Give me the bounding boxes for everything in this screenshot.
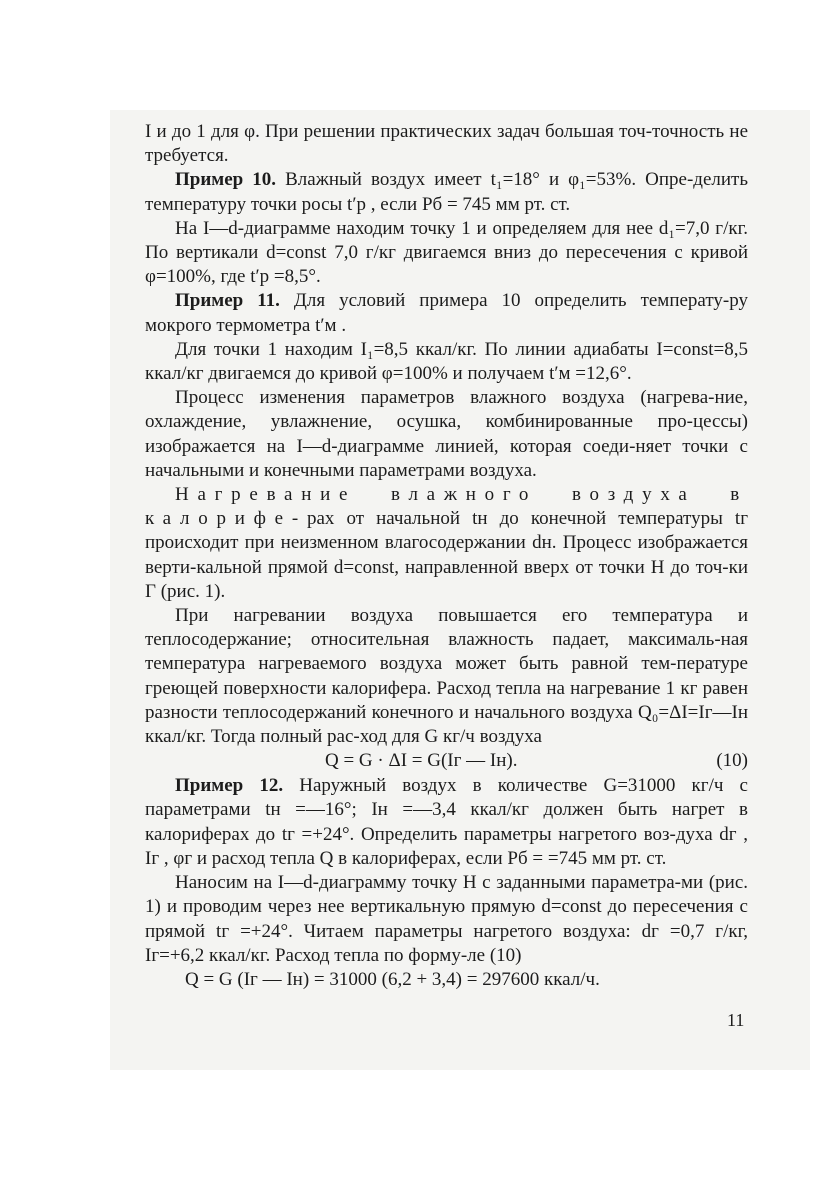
paragraph-dew-point: На I—d-диаграмме находим точку 1 и определяем для нее d₁=7,0 г/кг. По вертикали d=const 7,0 г/кг двигаемся вниз до пересечения с кривой φ=100%, где t′р =8,5°. <box>145 217 748 288</box>
formula-result-body: Q = G (Iг — Iн) = 31000 (6,2 + 3,4) = 297600 ккал/ч. <box>185 968 600 990</box>
example-label: Пример 12. <box>175 775 284 797</box>
paragraph-1: I и до 1 для φ. При решении практических задач большая точ-точность не требуется. <box>145 121 748 167</box>
paragraph-solution-12: Наносим на I—d-диаграмму точку H с заданными параметра-ми (рис. 1) и проводим через нее вертикальную прямую d=const до пересечения с прямой tг =+24°. Читаем параметры нагретого воздуха: dг =0,7 г/кг, Iг=+6,2 ккал/кг. Расход тепла по форму-ле (10) <box>145 872 748 966</box>
paragraph-example-11: Пример 11. Для условий примера 10 определить температу-ру мокрого термометра t′м . <box>145 290 748 336</box>
example-label: Пример 11. <box>175 290 280 312</box>
formula-10-number: (10) <box>716 750 748 772</box>
paragraph-heat-consumption: При нагревании воздуха повышается его температура и теплосодержание; относительная влажность падает, максималь-ная температура нагреваемого воздуха может быть равной тем-пературе греющей поверхности калорифера. Расход тепла на нагревание 1 кг равен разности теплосодержаний конечного и начального воздуха Q₀=ΔI=Iг—Iн ккал/кг. Тогда полный рас-ход для G кг/ч воздуха <box>145 605 748 748</box>
spaced-heading: Нагревание влажного воздуха в калорифе- <box>145 484 748 530</box>
formula-10 <box>145 749 748 774</box>
page-number: 11 <box>727 1010 745 1030</box>
paragraph-example-12: Пример 12. Наружный воздух в количестве G=31000 кг/ч с параметрами tн =—16°; Iн =—3,4 ккал/кг должен быть нагрет в калориферах до tг =+24°. Определить параметры нагретого воз-духа dг , Iг , φг и расход тепла Q в калориферах, если Pб = =745 мм рт. ст. <box>145 775 748 869</box>
paragraph-heating: Нагревание влажного воздуха в калорифе-рах от начальной tн до конечной температуры tг происходит при неизменном влагосодержании dн. Процесс изображается верти-кальной прямой d=const, направленной вверх от точки H до точ-ки Г (рис. 1). <box>145 484 748 602</box>
example-label: Пример 10. <box>175 169 277 191</box>
paragraph-wet-bulb: Для точки 1 находим I₁=8,5 ккал/кг. По линии адиабаты I=const=8,5 ккал/кг двигаемся до кривой φ=100% и получаем t′м =12,6°. <box>145 338 748 385</box>
paragraph-example-10: Пример 10. Влажный воздух имеет t₁=18° и φ₁=53%. Опре-делить температуру точки росы t′р , если Pб = 745 мм рт. ст. <box>145 169 748 215</box>
body-text <box>145 120 748 993</box>
paragraph-process: Процесс изменения параметров влажного воздуха (нагрева-ние, охлаждение, увлажнение, осушка, комбинированные про-цессы) изображается на I—d-диаграмме линией, которая соеди-няет точки с начальными и конечными параметрами воздуха. <box>145 387 748 481</box>
formula-result <box>145 968 748 993</box>
formula-10-body: Q = G · ΔI = G(Iг — Iн). <box>325 750 518 772</box>
